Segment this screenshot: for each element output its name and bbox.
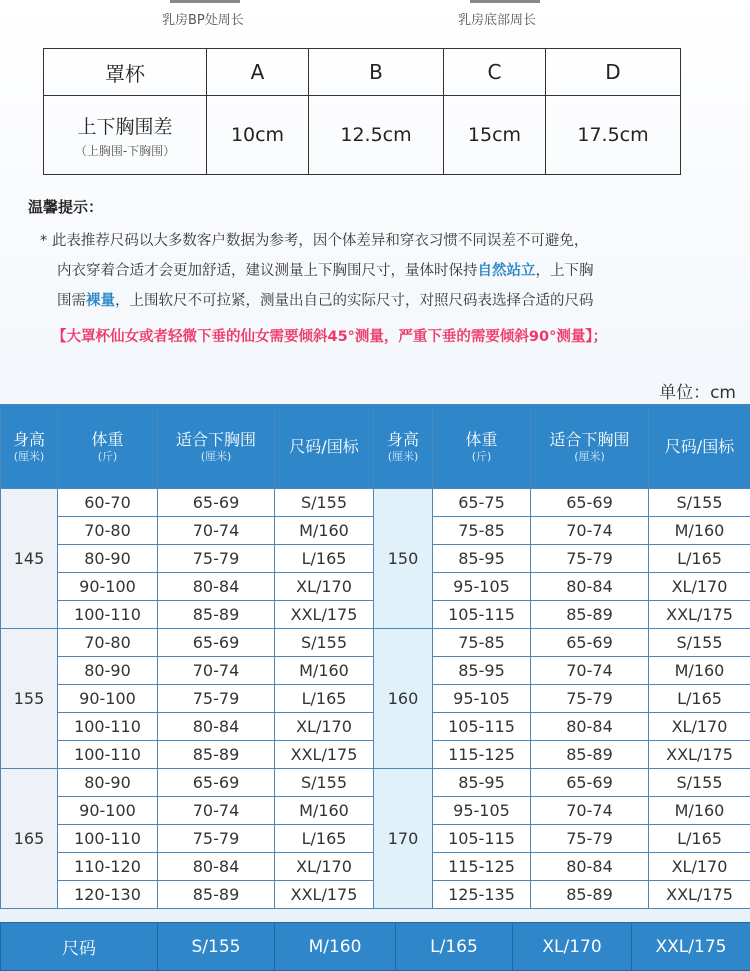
header-band-right: 适合下胸围 (厘米) [531,405,649,489]
cup-size-table [43,48,681,175]
band-cell-left: 85-89 [158,741,275,769]
band-cell-left: 65-69 [158,769,275,797]
size-cell-left: XL/170 [275,573,374,601]
band-cell-left: 65-69 [158,489,275,517]
size-cell-left: M/160 [275,657,374,685]
tips-body [40,226,730,316]
tips-line-1: * 此表推荐尺码以大多数客户数据为参考，因个体差异和穿衣习惯不同误差不可避免， [40,233,589,249]
size-summary-l: L/165 [396,923,513,971]
weight-cell-left: 100-110 [58,825,158,853]
tips-line-3 [40,286,730,316]
size-chart-header-row [1,405,750,489]
weight-cell-left: 60-70 [58,489,158,517]
size-cell-right: M/160 [649,657,750,685]
size-cell-right: M/160 [649,797,750,825]
cropped-heading-left [170,0,240,3]
cup-header-a: A [207,49,309,96]
size-cell-left: XL/170 [275,853,374,881]
tips-title: 温馨提示： [28,198,104,216]
band-cell-left: 80-84 [158,713,275,741]
height-cell-left: 155 [1,629,58,769]
cup-diff-a: 10cm [207,96,309,175]
cup-header-label: 罩杯 [44,49,207,96]
tips-highlight-stand: 自然站立 [477,263,536,279]
band-cell-right: 70-74 [531,657,649,685]
cup-diff-b: 12.5cm [309,96,444,175]
weight-cell-right: 95-105 [433,573,531,601]
tips-line-3-text: 围需 [57,293,86,309]
header-size-left: 尺码/国标 [275,405,374,489]
band-cell-left: 80-84 [158,853,275,881]
weight-cell-right: 95-105 [433,797,531,825]
band-cell-left: 75-79 [158,685,275,713]
cup-header-c: C [443,49,545,96]
cup-header-row [44,49,681,96]
band-cell-right: 70-74 [531,797,649,825]
weight-cell-right: 105-115 [433,825,531,853]
size-cell-right: XXL/175 [649,881,750,909]
band-cell-right: 70-74 [531,517,649,545]
weight-cell-right: 115-125 [433,741,531,769]
cup-diff-c: 15cm [443,96,545,175]
band-cell-left: 70-74 [158,797,275,825]
band-cell-left: 70-74 [158,517,275,545]
unit-label: 单位：cm [659,383,736,403]
weight-cell-right: 75-85 [433,517,531,545]
height-cell-left: 165 [1,769,58,909]
size-cell-left: S/155 [275,629,374,657]
header-band-left: 适合下胸围 (厘米) [158,405,275,489]
size-summary-label: 尺码 [1,923,158,971]
cup-diff-row [44,96,681,175]
size-cell-left: L/165 [275,545,374,573]
band-cell-right: 75-79 [531,545,649,573]
size-cell-right: S/155 [649,629,750,657]
size-cell-right: L/165 [649,685,750,713]
size-cell-left: L/165 [275,685,374,713]
size-cell-left: S/155 [275,489,374,517]
size-chart-body [1,489,750,909]
weight-cell-right: 65-75 [433,489,531,517]
size-summary-s: S/155 [158,923,275,971]
band-cell-right: 85-89 [531,741,649,769]
weight-cell-left: 100-110 [58,601,158,629]
weight-cell-right: 115-125 [433,853,531,881]
size-cell-right: XL/170 [649,713,750,741]
band-cell-left: 80-84 [158,573,275,601]
header-weight-right: 体重 (斤) [433,405,531,489]
band-cell-right: 75-79 [531,685,649,713]
size-summary-row [1,923,750,971]
tips-line-2-tail: ，上下胸 [535,263,594,279]
cup-header-d: D [546,49,681,96]
size-cell-right: S/155 [649,769,750,797]
table-row [1,629,750,657]
weight-cell-right: 85-95 [433,657,531,685]
cup-diff-sublabel: （上胸围-下胸围） [74,143,176,158]
caption-under-bust-girth: 乳房底部周长 [458,13,537,28]
weight-cell-left: 90-100 [58,797,158,825]
tips-line-3-tail: ，上围软尺不可拉紧，测量出自己的实际尺寸，对照尺码表选择合适的尺码 [115,293,594,309]
weight-cell-right: 95-105 [433,685,531,713]
size-chart-table [0,404,750,909]
weight-cell-left: 70-80 [58,517,158,545]
weight-cell-left: 80-90 [58,657,158,685]
top-captions [0,0,750,40]
band-cell-left: 65-69 [158,629,275,657]
size-cell-left: XXL/175 [275,881,374,909]
weight-cell-left: 100-110 [58,713,158,741]
weight-cell-left: 110-120 [58,853,158,881]
table-row [1,769,750,797]
weight-cell-left: 120-130 [58,881,158,909]
header-height-left: 身高 (厘米) [1,405,58,489]
band-cell-right: 85-89 [531,601,649,629]
band-cell-left: 75-79 [158,825,275,853]
header-height-right: 身高 (厘米) [374,405,433,489]
weight-cell-left: 80-90 [58,545,158,573]
band-cell-right: 65-69 [531,489,649,517]
weight-cell-left: 70-80 [58,629,158,657]
size-cell-right: XL/170 [649,853,750,881]
band-cell-left: 85-89 [158,881,275,909]
size-cell-right: L/165 [649,545,750,573]
band-cell-right: 85-89 [531,881,649,909]
table-row [1,489,750,517]
weight-cell-right: 85-95 [433,545,531,573]
band-cell-left: 85-89 [158,601,275,629]
caption-bp-girth: 乳房BP处周长 [162,13,244,28]
size-cell-right: XXL/175 [649,601,750,629]
cup-header-b: B [309,49,444,96]
tips-line-2-text: 内衣穿着合适才会更加舒适，建议测量上下胸围尺寸，量体时保持 [57,263,478,279]
weight-cell-left: 80-90 [58,769,158,797]
size-cell-left: XXL/175 [275,741,374,769]
cropped-heading-right [470,0,540,3]
cup-diff-label-cell [44,96,207,175]
band-cell-left: 70-74 [158,657,275,685]
size-cell-right: M/160 [649,517,750,545]
weight-cell-left: 90-100 [58,685,158,713]
cup-diff-d: 17.5cm [546,96,681,175]
size-summary-xl: XL/170 [513,923,632,971]
height-cell-right: 150 [374,489,433,629]
size-summary-m: M/160 [275,923,396,971]
size-cell-left: L/165 [275,825,374,853]
size-cell-left: M/160 [275,517,374,545]
band-cell-right: 80-84 [531,713,649,741]
weight-cell-right: 85-95 [433,769,531,797]
tips-highlight-bare: 裸量 [86,293,115,309]
size-cell-right: L/165 [649,825,750,853]
tips-warning: 【大罩杯仙女或者轻微下垂的仙女需要倾斜45°测量，严重下垂的需要倾斜90°测量】； [52,329,608,345]
size-cell-left: XXL/175 [275,601,374,629]
header-weight-left: 体重 (斤) [58,405,158,489]
band-cell-right: 65-69 [531,769,649,797]
weight-cell-right: 105-115 [433,601,531,629]
height-cell-right: 170 [374,769,433,909]
band-cell-left: 75-79 [158,545,275,573]
size-summary-xxl: XXL/175 [632,923,750,971]
size-cell-right: XXL/175 [649,741,750,769]
weight-cell-right: 105-115 [433,713,531,741]
band-cell-right: 80-84 [531,573,649,601]
tips-line-2 [40,256,730,286]
weight-cell-right: 75-85 [433,629,531,657]
band-cell-right: 65-69 [531,629,649,657]
weight-cell-left: 100-110 [58,741,158,769]
weight-cell-right: 125-135 [433,881,531,909]
weight-cell-left: 90-100 [58,573,158,601]
size-cell-left: M/160 [275,797,374,825]
header-size-right: 尺码/国标 [649,405,750,489]
size-cell-left: S/155 [275,769,374,797]
size-cell-right: XL/170 [649,573,750,601]
height-cell-right: 160 [374,629,433,769]
size-summary-bar [0,922,750,971]
band-cell-right: 80-84 [531,853,649,881]
size-cell-right: S/155 [649,489,750,517]
cup-diff-label: 上下胸围差 [77,115,173,138]
size-cell-left: XL/170 [275,713,374,741]
height-cell-left: 145 [1,489,58,629]
band-cell-right: 75-79 [531,825,649,853]
